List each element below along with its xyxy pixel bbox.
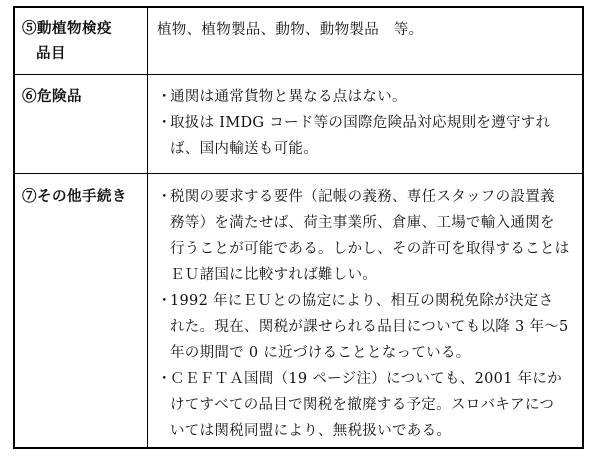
row-divider-2: [15, 173, 582, 174]
label-line: ⑥危険品: [22, 88, 82, 105]
bullet-item: [157, 110, 575, 162]
bullet-line: 1992 年にＥＵとの協定により、相互の関税免除が決定さ: [170, 293, 554, 309]
bullet-line: 年の期間で 0 に近づけることとなっている。: [170, 345, 471, 361]
bullet-mark: ・: [157, 115, 172, 131]
bullet-item: [157, 84, 575, 110]
bullet-line: ば、国内輸送も可能。: [170, 141, 318, 157]
bullet-line: 行うことが可能である。しかし、その許可を取得することは: [170, 241, 570, 257]
label-line: ⑤動植物検疫: [22, 20, 112, 37]
bullet-line: 務等）を満たせば、荷主事業所、倉庫、工場で輸入通関を: [170, 215, 555, 231]
row-content-other-procedures: [157, 184, 575, 444]
bullet-line: ＣＥＦＴＡ国間（19 ページ注）についても、2001 年にか: [170, 371, 562, 387]
bullet-mark: ・: [157, 189, 172, 205]
regulations-table: [13, 6, 584, 449]
bullet-item: [157, 184, 575, 288]
row-label-other-procedures: [22, 184, 144, 209]
bullet-item: [157, 366, 575, 444]
row-label-plant-quarantine: [22, 16, 144, 66]
bullet-line: ＥＵ諸国に比較すれば難しい。: [170, 267, 378, 283]
row-content-plant-quarantine: [157, 17, 575, 43]
bullet-line: 取扱は IMDG コード等の国際危険品対応規則を遵守すれ: [170, 115, 551, 131]
bullet-line: れた。現在、関税が課せられる品目についても以降 3 年～5: [170, 319, 569, 335]
bullet-item: [157, 288, 575, 366]
bullet-mark: ・: [157, 89, 172, 105]
bullet-mark: ・: [157, 293, 172, 309]
row-divider-1: [15, 74, 582, 75]
bullet-mark: ・: [157, 371, 172, 387]
bullet-line: いては関税同盟により、無税扱いである。: [170, 423, 452, 439]
bullet-line: 税関の要求する要件（記帳の義務、専任スタッフの設置義: [170, 189, 555, 205]
label-line: ⑦その他手続き: [22, 188, 127, 205]
row-content-hazardous-goods: [157, 84, 575, 162]
content-text: 植物、植物製品、動物、動物製品 等。: [157, 22, 424, 38]
label-line: 品目: [36, 45, 66, 62]
bullet-line: けてすべての品目で関税を撤廃する予定。スロバキアにつ: [170, 397, 555, 413]
row-label-hazardous-goods: [22, 84, 144, 109]
bullet-line: 通関は通常貨物と異なる点はない。: [170, 89, 407, 105]
